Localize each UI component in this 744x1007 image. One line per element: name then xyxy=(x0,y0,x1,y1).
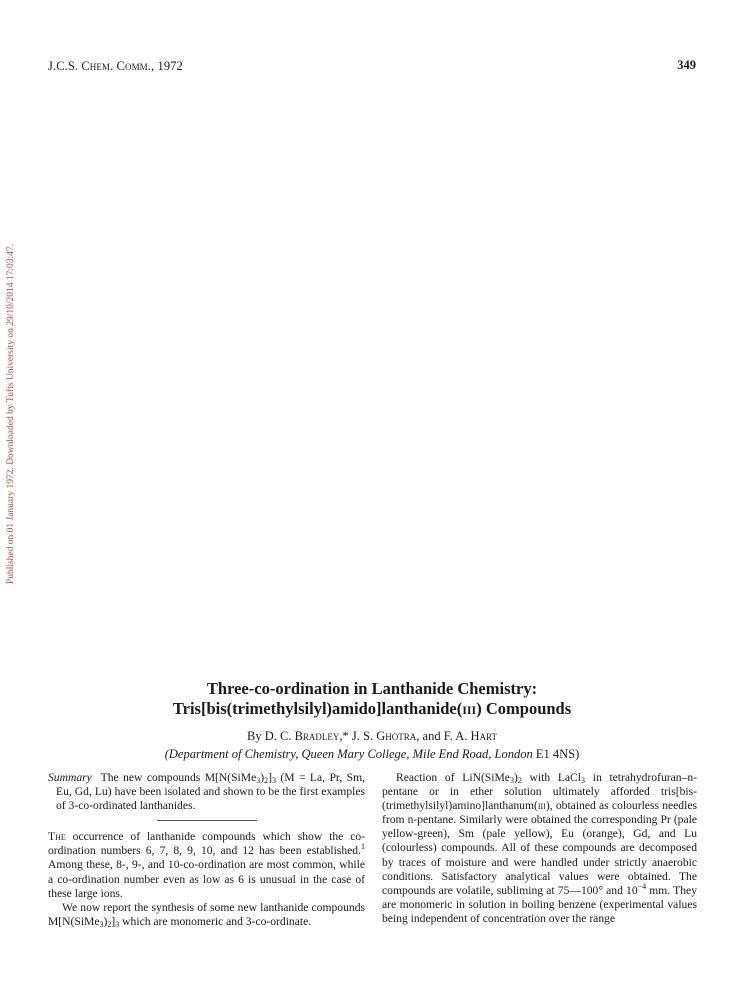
report-paragraph: We now report the synthesis of some new lanthanide compounds $M[N(SiMe_3)_2]_3$ which are monomeric and 3-co-ordinate. xyxy=(48,900,365,929)
author-line: By D. C. Bradley,* J. S. Ghotra, and F. A. Hart xyxy=(247,729,497,743)
title-line-2: Tris[bis(trimethylsilyl)amido]lanthanide(iii) Compounds xyxy=(172,699,572,718)
summary-block: Summary The new compounds $M[N(SiMe_3)_2]_3$ (M = La, Pr, Sm, Eu, Gd, Lu) have been isolated and shown to be the first examples of 3-co-ordinated lanthanides. xyxy=(48,771,365,813)
left-column xyxy=(48,771,365,929)
synthesis-paragraph: Reaction of $LiN(SiMe_3)_2$ with LaCl$_3$ in tetrahydrofuran–n-pentane or in ether solution ultimately afforded tris[bis-(trimethylsilyl)amino]lanthanum(iii), obtained as colourless needles from n-pentane. Similarly were obtained the corresponding Pr (pale yellow-green), Sm (pale yellow), Eu (orange), Gd, and Lu (colourless) compounds. All of these compounds are decomposed by traces of moisture and were handled under strictly anaerobic conditions. Satisfactory analytical values were obtained. The compounds are volatile, subliming at 75—100° and $10^{-4}$ mm. They are monomeric in solution in boiling benzene (experimental values being independent of concentration over the range xyxy=(382,771,697,925)
article-title xyxy=(0,679,744,719)
download-notice[interactable]: Published on 01 January 1972. Downloaded by Tufts University on 29/10/2014 17:03:47. xyxy=(6,243,16,585)
right-column xyxy=(382,771,697,926)
affiliation: (Department of Chemistry, Queen Mary College, Mile End Road, London E1 4NS) xyxy=(164,747,580,761)
page-number: 349 xyxy=(677,58,696,72)
section-divider xyxy=(157,820,257,821)
journal-citation: J.C.S. Chem. Comm., 1972 xyxy=(48,59,183,73)
title-line-1: Three-co-ordination in Lanthanide Chemistry: xyxy=(206,679,538,698)
summary-label: Summary xyxy=(48,771,92,784)
reference-marker: 1 xyxy=(361,842,365,852)
intro-paragraph: The occurrence of lanthanide compounds which show the co-ordination numbers 6, 7, 8, 9, 10, and 12 has been established.$^1$ Among these, 8-, 9-, and 10-co-ordination are most common, while a co-ordination number even as low as 6 is unusual in the case of these large ions. xyxy=(48,830,365,900)
